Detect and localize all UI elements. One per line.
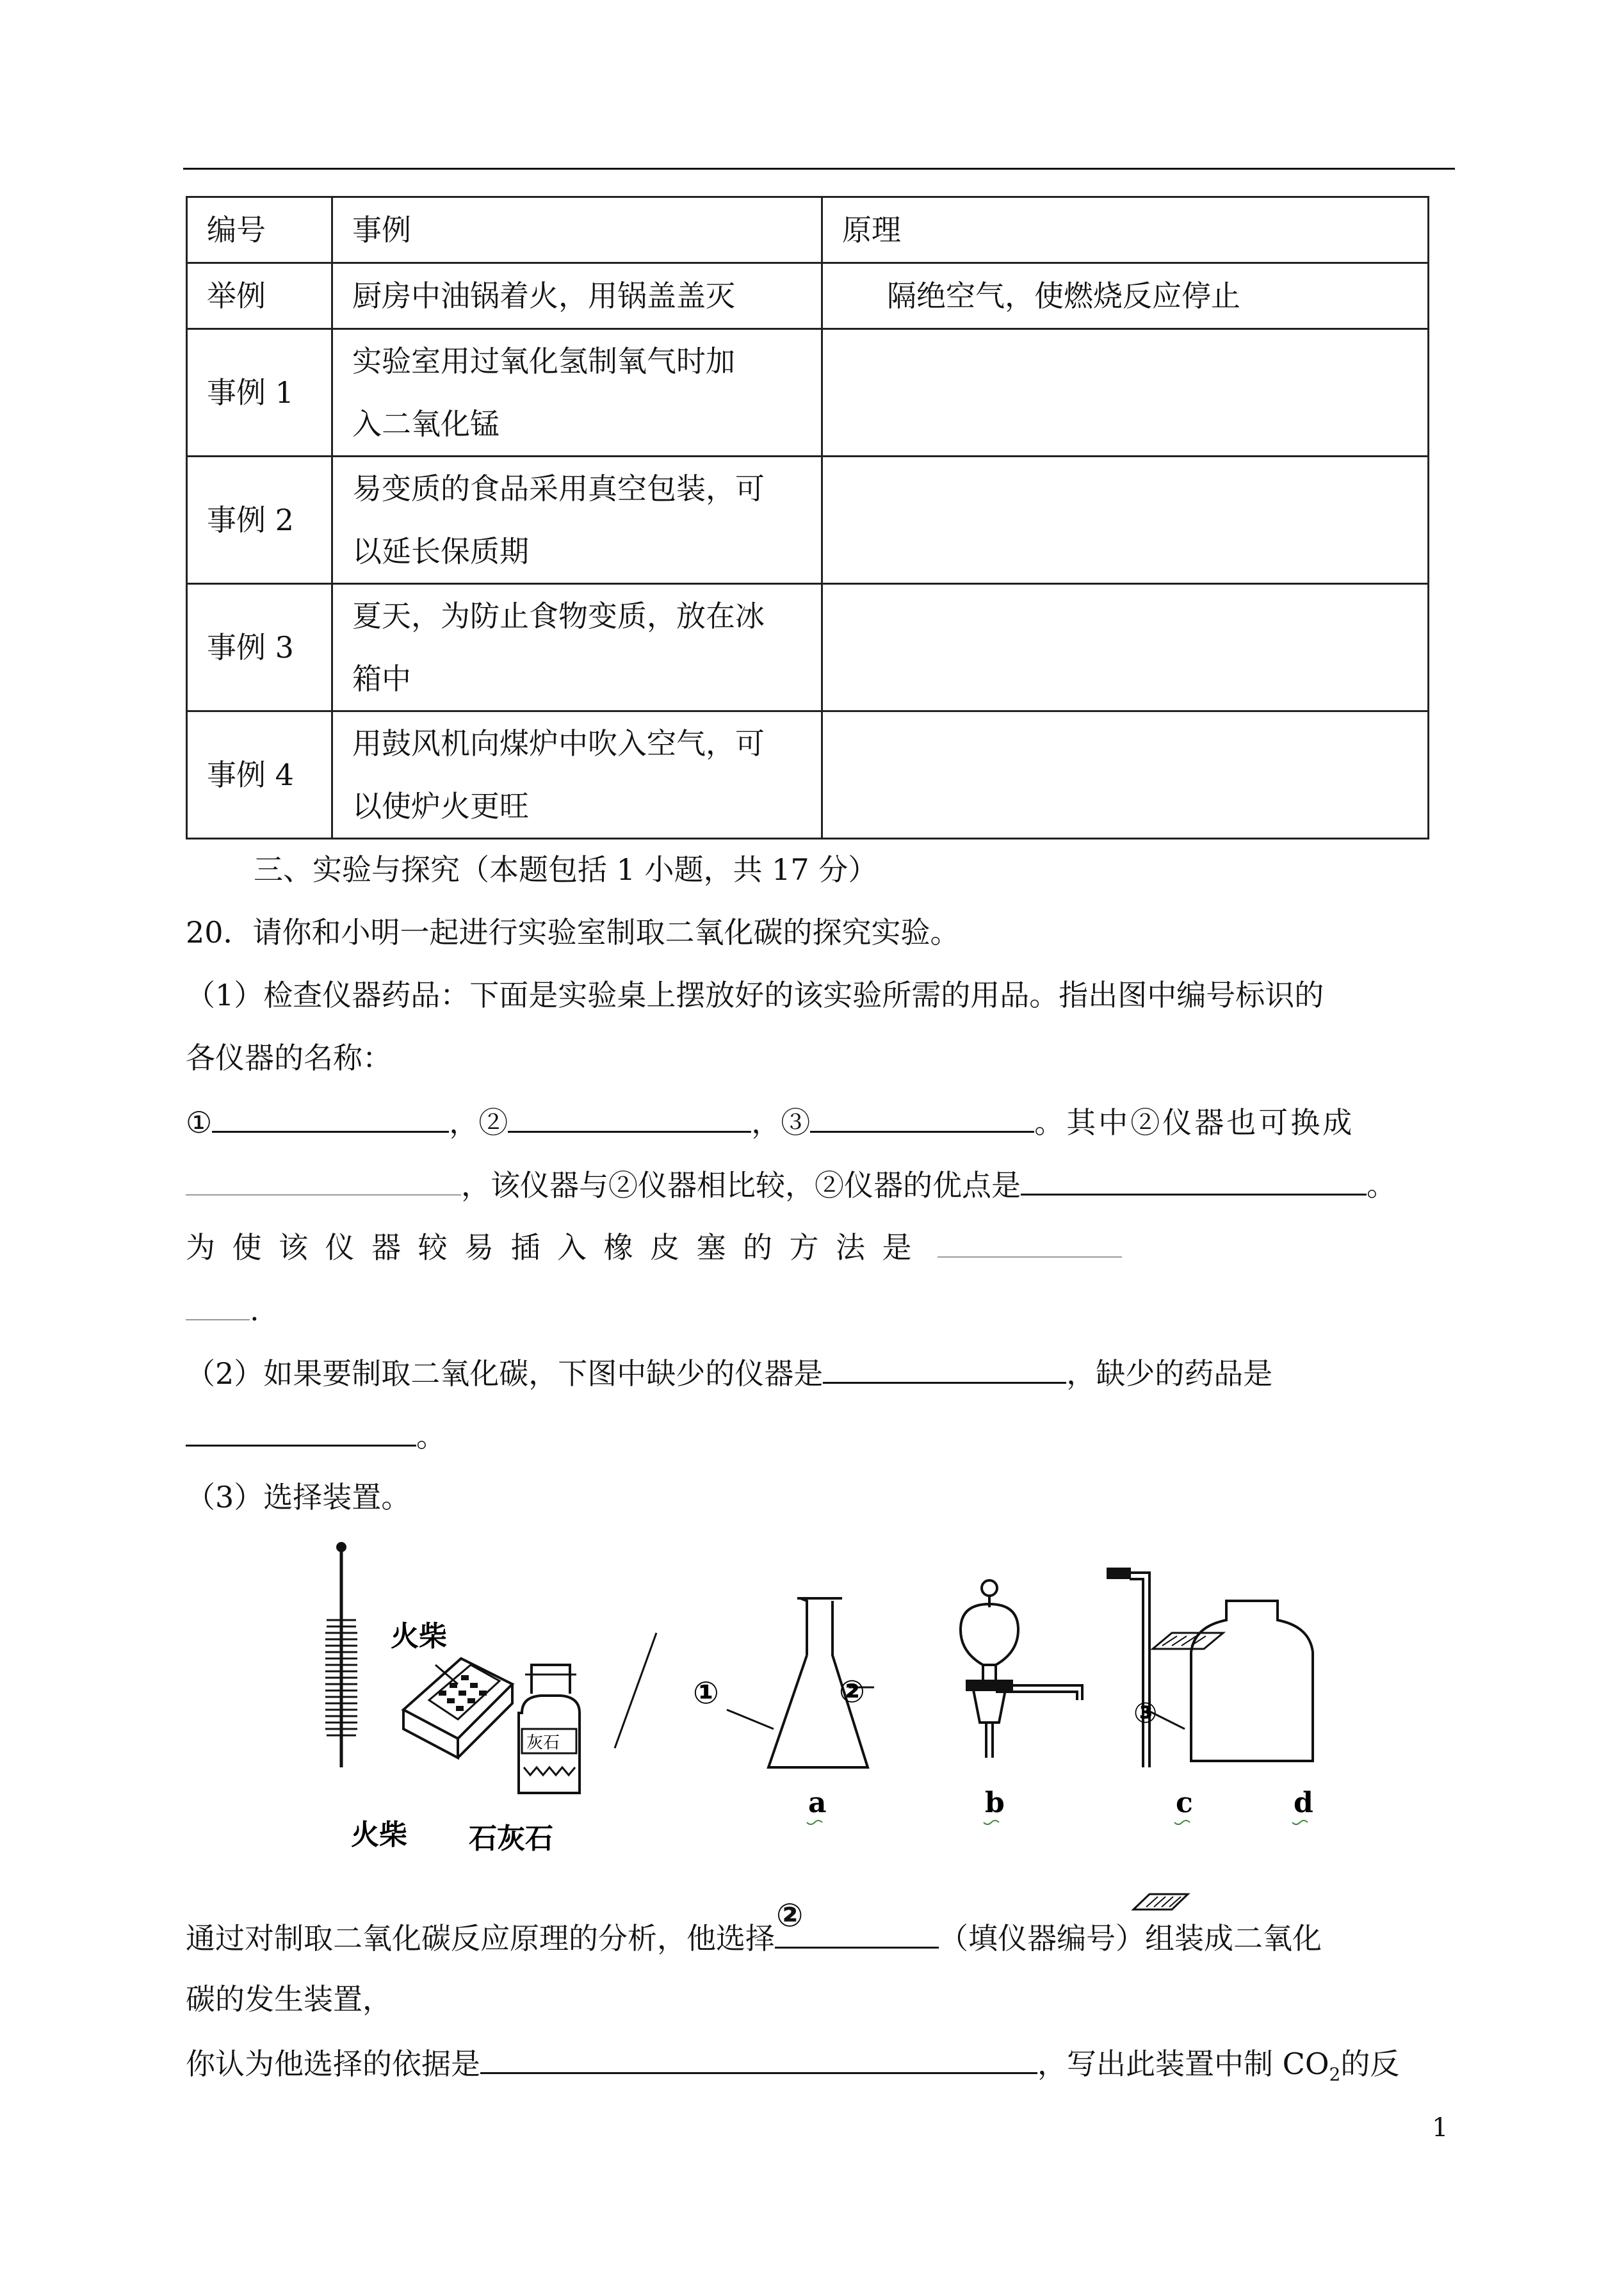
row-id: 事例 2 bbox=[187, 457, 332, 584]
part3-line1: 通过对制取二氧化碳反应原理的分析，他选择 （填仪器编号）组装成二氧化 bbox=[186, 1917, 1322, 1958]
caption-limestone: 石灰石 bbox=[469, 1822, 553, 1855]
marker-2: ② bbox=[839, 1674, 865, 1710]
row-principle-blank[interactable] bbox=[822, 457, 1429, 584]
page-number: 1 bbox=[1432, 2113, 1449, 2143]
row-principle-blank[interactable] bbox=[822, 711, 1429, 839]
reagent-bottle-icon bbox=[519, 1665, 580, 1793]
table-row bbox=[187, 329, 1429, 457]
row-id: 事例 3 bbox=[187, 584, 332, 711]
row-case: 夏天，为防止食物变质，放在冰 箱中 bbox=[332, 584, 822, 711]
bottle-tag: 灰石 bbox=[526, 1733, 560, 1753]
part1-line2: 各仪器的名称： bbox=[186, 1041, 392, 1075]
row-case: 易变质的食品采用真空包装，可 以延长保质期 bbox=[332, 457, 822, 584]
answer-blank-alt-instrument[interactable] bbox=[186, 1165, 461, 1196]
delivery-tube-icon bbox=[1108, 1569, 1185, 1767]
answer-blank-advantage[interactable] bbox=[1021, 1164, 1367, 1196]
row-id: 事例 1 bbox=[187, 329, 332, 457]
marker-1: ① bbox=[693, 1675, 719, 1711]
separatory-funnel-icon bbox=[961, 1580, 1082, 1758]
table-row bbox=[187, 584, 1429, 711]
gas-collecting-bottle-icon bbox=[1153, 1601, 1313, 1761]
row-id: 事例 4 bbox=[187, 711, 332, 839]
marker-3: ③ bbox=[1133, 1697, 1158, 1730]
header-case: 事例 bbox=[332, 197, 822, 263]
label-b: b bbox=[985, 1787, 1005, 1819]
table-row bbox=[187, 711, 1429, 839]
part2-line1: （2）如果要制取二氧化碳，下图中缺少的仪器是 ，缺少的药品是 bbox=[186, 1352, 1272, 1393]
answer-blank-basis[interactable] bbox=[480, 2043, 1037, 2074]
header-principle: 原理 bbox=[822, 197, 1429, 263]
part1-line6: . bbox=[186, 1290, 259, 1329]
answer-blank-1[interactable] bbox=[212, 1101, 449, 1133]
apparatus-figure bbox=[301, 1537, 1390, 1870]
answer-blank-method[interactable] bbox=[938, 1227, 1122, 1258]
row-principle-blank[interactable] bbox=[822, 329, 1429, 457]
table-row bbox=[187, 457, 1429, 584]
header-rule bbox=[183, 168, 1455, 170]
part1-line5: 为使该仪器较易插入橡皮塞的方法是 bbox=[186, 1227, 1122, 1267]
answer-blank-missing-instrument[interactable] bbox=[823, 1352, 1066, 1384]
matchbox-label: 火柴 bbox=[391, 1620, 447, 1653]
part1-line3: ① ，② ，③ 。其中②仪器也可换成 bbox=[186, 1101, 1354, 1142]
header-id: 编号 bbox=[187, 197, 332, 263]
principle-table bbox=[186, 196, 1429, 839]
answer-blank-method-cont[interactable] bbox=[186, 1290, 250, 1320]
part1-line1: （1）检查仪器药品：下面是实验桌上摆放好的该实验所需的用品。指出图中编号标识的 bbox=[186, 978, 1324, 1012]
table-header-row bbox=[187, 197, 1429, 263]
divider-slash bbox=[615, 1633, 656, 1748]
row-case: 用鼓风机向煤炉中吹入空气，可 以使炉火更旺 bbox=[332, 711, 822, 839]
part3-line3: 你认为他选择的依据是 ，写出此装置中制 $CO_2$的反 bbox=[186, 2043, 1399, 2094]
stray-marker: ② bbox=[776, 1897, 804, 1934]
section-heading: 三、实验与探究（本题包括 1 小题，共 17 分） bbox=[254, 852, 878, 887]
answer-blank-missing-reagent[interactable] bbox=[186, 1415, 416, 1447]
answer-blank-2[interactable] bbox=[508, 1101, 751, 1133]
matchbox-icon bbox=[403, 1658, 512, 1758]
row-case: 厨房中油锅着火，用锅盖盖灭 bbox=[332, 263, 822, 329]
part3-heading: （3）选择装置。 bbox=[186, 1480, 411, 1514]
part1-line4: ，该仪器与②仪器相比较，②仪器的优点是 。 bbox=[186, 1164, 1396, 1204]
hatched-tag-icon bbox=[1127, 1890, 1191, 1913]
label-a: a bbox=[808, 1787, 827, 1819]
answer-blank-3[interactable] bbox=[810, 1101, 1034, 1133]
part3-line2: 碳的发生装置， bbox=[186, 1982, 392, 2016]
answer-blank-apparatus[interactable] bbox=[775, 1917, 939, 1949]
row-principle: 隔绝空气，使燃烧反应停止 bbox=[822, 263, 1429, 329]
label-c: c bbox=[1176, 1787, 1193, 1819]
row-case: 实验室用过氧化氢制氧气时加 入二氧化锰 bbox=[332, 329, 822, 457]
caption-matches: 火柴 bbox=[351, 1819, 407, 1851]
row-principle-blank[interactable] bbox=[822, 584, 1429, 711]
label-d: d bbox=[1294, 1787, 1313, 1819]
row-id: 举例 bbox=[187, 263, 332, 329]
question-title: 20．请你和小明一起进行实验室制取二氧化碳的探究实验。 bbox=[186, 915, 960, 950]
test-tube-brush-icon bbox=[325, 1543, 357, 1767]
part2-line2: 。 bbox=[186, 1415, 446, 1456]
table-row bbox=[187, 263, 1429, 329]
